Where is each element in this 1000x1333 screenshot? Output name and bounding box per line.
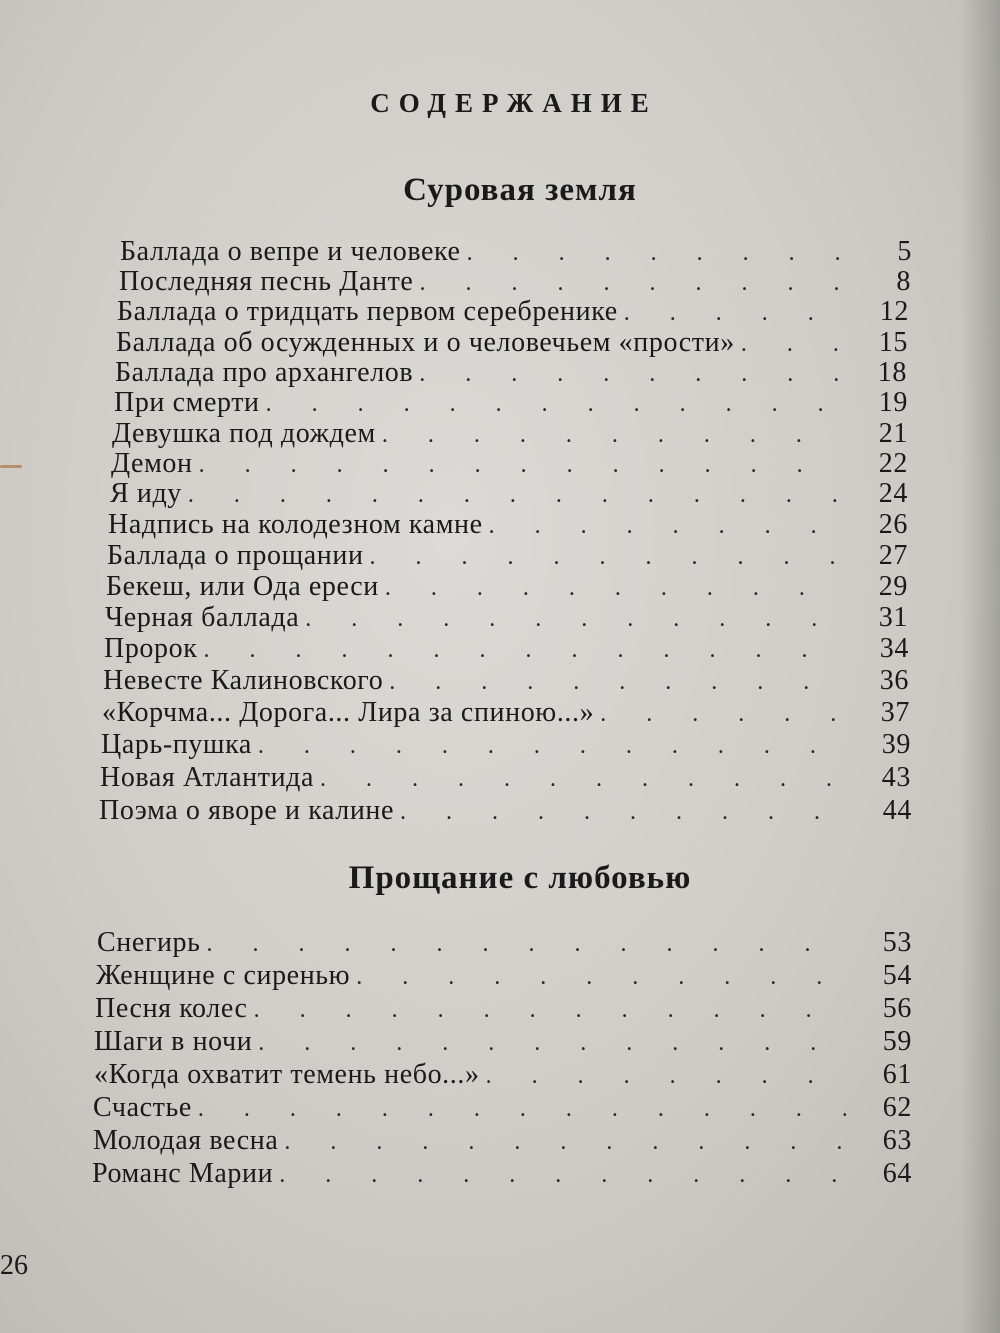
toc-entry-page: 18 — [877, 357, 907, 388]
toc-entry-page: 59 — [882, 1026, 912, 1057]
toc-entry-page: 37 — [880, 697, 910, 728]
toc-entry-title: Черная баллада — [105, 602, 300, 633]
dot-leader — [305, 606, 842, 633]
dot-leader — [400, 799, 846, 826]
dot-leader — [356, 964, 846, 991]
contents-heading: СОДЕРЖАНИЕ — [370, 88, 658, 118]
dot-leader — [370, 544, 842, 571]
toc-entry — [100, 762, 911, 794]
toc-entry — [117, 296, 909, 328]
toc-entry-title: Баллада о тридцать первом серебренике — [117, 296, 618, 327]
toc-entry-title: «Корчма... Дорога... Лира за спиною...» — [102, 697, 595, 728]
toc-entry-title: Баллада о вепре и человеке — [120, 236, 461, 267]
dot-leader — [385, 575, 842, 602]
toc-entry-title: Девушка под дождем — [112, 418, 376, 449]
dot-leader — [258, 733, 845, 760]
toc-entry — [96, 960, 912, 992]
toc-entry — [93, 1092, 912, 1124]
toc-entry-title: При смерти — [114, 387, 260, 418]
toc-entry-title: Царь-пушка — [101, 729, 252, 760]
toc-entry-page: 12 — [879, 296, 909, 327]
dot-leader — [486, 1063, 846, 1090]
toc-entry — [114, 387, 908, 419]
toc-entry-title: Поэма о яворе и калине — [99, 795, 395, 826]
toc-entry-title: Новая Атлантида — [100, 762, 315, 793]
dot-leader — [419, 270, 845, 297]
toc-entry-page: 36 — [879, 665, 909, 696]
toc-entry — [115, 357, 907, 389]
toc-entry-title: Романс Марии — [92, 1158, 274, 1189]
toc-entry — [104, 633, 909, 665]
toc-entry-title: Баллада о прощании — [107, 540, 364, 571]
dot-leader — [254, 997, 846, 1024]
toc-entry-title: «Когда охватит темень небо...» — [94, 1059, 480, 1090]
toc-entry-page: 31 — [878, 602, 908, 633]
toc-entry — [105, 602, 908, 634]
toc-entry-page: 43 — [881, 762, 911, 793]
toc-entry — [111, 448, 908, 480]
dot-leader — [199, 452, 842, 479]
toc-entry-title: Снегирь — [97, 927, 201, 958]
toc-entry-page: 26 — [878, 509, 908, 540]
toc-entry — [95, 993, 912, 1025]
section-title-proshchanie-s-lyubovyu: Прощание с любовью — [348, 860, 692, 896]
toc-entry-page: 34 — [879, 633, 909, 664]
toc-entry — [116, 327, 908, 359]
toc-entry-page: 29 — [878, 571, 908, 602]
toc-entry-page: 44 — [882, 795, 912, 826]
toc-entry — [93, 1125, 912, 1157]
toc-entry — [120, 236, 912, 268]
toc-entry-page: 27 — [878, 540, 908, 571]
toc-entry-title: Последняя песнь Данте — [119, 266, 414, 297]
toc-entry — [94, 1026, 912, 1058]
toc-entry-page: 39 — [881, 729, 911, 760]
toc-entry-title: Баллада об осужденных и о человечьем «прости» — [116, 327, 735, 358]
dot-leader — [419, 361, 841, 388]
toc-entry — [101, 729, 911, 761]
toc-entry-page: 15 — [878, 327, 908, 358]
dot-leader — [467, 240, 846, 267]
dot-leader — [741, 331, 842, 358]
toc-entry — [103, 665, 909, 697]
toc-entry-page: 54 — [882, 960, 912, 991]
dot-leader — [188, 482, 842, 509]
toc-entry-page: 21 — [878, 418, 908, 449]
dot-leader — [203, 637, 843, 664]
toc-entry-page: 56 — [882, 993, 912, 1024]
dot-leader — [279, 1162, 846, 1189]
toc-entry-page: 8 — [896, 266, 911, 297]
toc-entry — [112, 418, 908, 450]
toc-entry — [94, 1059, 912, 1091]
toc-entry-title: Счастье — [93, 1092, 192, 1123]
toc-entry-page: 64 — [882, 1158, 912, 1189]
toc-entry — [119, 266, 911, 298]
toc-entry — [99, 795, 912, 827]
toc-entry — [108, 509, 908, 541]
paper-mark — [0, 465, 22, 468]
toc-entry-page: 19 — [878, 387, 908, 418]
toc-entry-page: 63 — [882, 1125, 912, 1156]
section-title-suroviya-zemlya: Суровая земля — [403, 172, 637, 208]
toc-entry-page: 62 — [882, 1092, 912, 1123]
page-number: 26 — [0, 1250, 28, 1281]
dot-leader — [320, 766, 845, 793]
toc-entry-page: 53 — [882, 927, 912, 958]
toc-entry-title: Шаги в ночи — [94, 1026, 253, 1057]
toc-entry-page: 22 — [878, 448, 908, 479]
dot-leader — [198, 1096, 846, 1123]
toc-entry-page: 5 — [897, 236, 912, 267]
toc-entry-title: Женщине с сиренью — [96, 960, 351, 991]
toc-entry-title: Невесте Калиновского — [103, 665, 384, 696]
dot-leader — [600, 701, 844, 728]
toc-entry — [97, 927, 912, 959]
toc-entry-page: 61 — [882, 1059, 912, 1090]
toc-entry-title: Песня колес — [95, 993, 248, 1024]
toc-entry — [92, 1158, 912, 1190]
toc-entry — [107, 540, 908, 572]
toc-entry-title: Бекеш, или Ода ереси — [106, 571, 379, 602]
toc-entry-page: 24 — [878, 478, 908, 509]
toc-entry-title: Надпись на колодезном камне — [108, 509, 483, 540]
dot-leader — [624, 300, 843, 327]
dot-leader — [382, 422, 842, 449]
dot-leader — [284, 1129, 846, 1156]
toc-entry — [106, 571, 908, 603]
toc-entry — [102, 697, 910, 729]
dot-leader — [389, 669, 843, 696]
dot-leader — [258, 1030, 846, 1057]
dot-leader — [489, 513, 842, 540]
toc-entry-title: Демон — [111, 448, 193, 479]
toc-entry-title: Я иду — [110, 478, 182, 509]
dot-leader — [266, 391, 842, 418]
dot-leader — [207, 931, 846, 958]
toc-entry-title: Баллада про архангелов — [115, 357, 414, 388]
toc-entry — [110, 478, 908, 510]
toc-entry-title: Молодая весна — [93, 1125, 279, 1156]
toc-entry-title: Пророк — [104, 633, 198, 664]
